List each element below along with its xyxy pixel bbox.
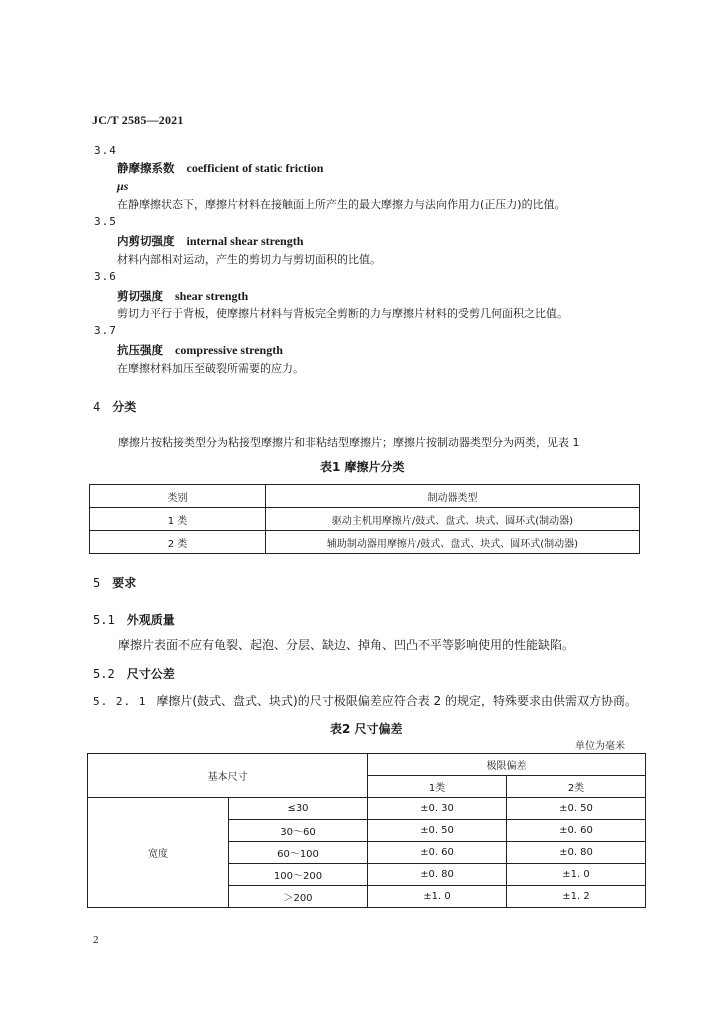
term-en: internal shear strength [186, 234, 304, 248]
section-title: 分类 [112, 400, 137, 414]
table-cell: ≤30 [229, 798, 368, 820]
section-title: 外观质量 [126, 613, 175, 627]
term-number: 3.4 [94, 144, 117, 157]
table-cell: ±1. 0 [507, 864, 646, 886]
table-cell: ±0. 60 [368, 842, 507, 864]
section-number: 5.1 [93, 613, 115, 627]
term-zh: 剪切强度 [117, 289, 163, 303]
table-row [88, 798, 646, 820]
section-number: 5.2 [93, 667, 115, 681]
section-title: 尺寸公差 [126, 667, 175, 681]
term-heading [117, 233, 303, 249]
table-unit-note: 单位为毫米 [575, 741, 625, 752]
section-paragraph: 摩擦片表面不应有龟裂、起泡、分层、缺边、掉角、凹凸不平等影响使用的性能缺陷。 [118, 638, 575, 652]
header-cell: 极限偏差 [368, 754, 646, 776]
table-cell: ±0. 80 [507, 842, 646, 864]
table-header-row [90, 485, 640, 508]
term-zh: 静摩擦系数 [117, 161, 175, 175]
page-number: 2 [93, 934, 99, 946]
section-number: 5 [93, 576, 101, 590]
table-header-row [88, 754, 646, 776]
term-number: 3.7 [94, 324, 117, 337]
header-cell: 基本尺寸 [88, 754, 368, 798]
table-cell: ±0. 60 [507, 820, 646, 842]
clause [93, 692, 637, 709]
section-heading [93, 574, 136, 591]
standard-code: JC/T 2585—2021 [92, 113, 184, 127]
term-en: coefficient of static friction [186, 161, 324, 175]
term-en: compressive strength [175, 343, 283, 357]
clause-number: 5. 2. 1 [93, 695, 147, 708]
dimension-tolerance-table [87, 753, 646, 908]
term-definition: 在摩擦材料加压至破裂所需要的应力。 [117, 362, 304, 375]
term-heading [117, 288, 248, 304]
term-symbol: μs [117, 179, 129, 193]
subsection-heading [93, 611, 175, 628]
header-cell: 2类 [507, 776, 646, 798]
table-cell: ±1. 0 [368, 886, 507, 908]
section-title: 要求 [112, 576, 137, 590]
table-cell: 1 类 [90, 508, 266, 531]
subsection-heading [93, 665, 175, 682]
term-heading [117, 342, 283, 358]
table-cell: ±0. 80 [368, 864, 507, 886]
table-caption: 表1 摩擦片分类 [320, 460, 405, 474]
table-cell: 60～100 [229, 842, 368, 864]
table-cell: ＞200 [229, 886, 368, 908]
term-heading [117, 160, 323, 176]
header-cell: 1类 [368, 776, 507, 798]
section-paragraph: 摩擦片按粘接类型分为粘接型摩擦片和非粘结型摩擦片；摩擦片按制动器类型分为两类，见表 1 [118, 436, 580, 449]
table-cell: 辅助制动器用摩擦片/鼓式、盘式、块式、圆环式(制动器) [266, 531, 640, 554]
term-zh: 抗压强度 [117, 343, 163, 357]
table-caption: 表2 尺寸偏差 [330, 722, 403, 736]
table-cell: 100～200 [229, 864, 368, 886]
table-cell: ±0. 50 [368, 820, 507, 842]
term-zh: 内剪切强度 [117, 234, 175, 248]
term-number: 3.6 [94, 270, 117, 283]
clause-text: 摩擦片(鼓式、盘式、块式)的尺寸极限偏差应符合表 2 的规定，特殊要求由供需双方协商。 [156, 694, 637, 708]
table-cell: 30～60 [229, 820, 368, 842]
term-number: 3.5 [94, 215, 117, 228]
header-cell: 类别 [90, 485, 266, 508]
table-row [90, 531, 640, 554]
term-definition: 剪切力平行于背板，使摩擦片材料与背板完全剪断的力与摩擦片材料的受剪几何面积之比值。 [117, 307, 568, 320]
term-definition: 材料内部相对运动，产生的剪切力与剪切面积的比值。 [117, 253, 381, 266]
header-cell: 制动器类型 [266, 485, 640, 508]
classification-table [89, 484, 640, 554]
table-cell: ±0. 50 [507, 798, 646, 820]
term-en: shear strength [175, 289, 249, 303]
section-heading [93, 398, 136, 415]
table-cell: ±1. 2 [507, 886, 646, 908]
term-definition: 在静摩擦状态下，摩擦片材料在接触面上所产生的最大摩擦力与法向作用力(正压力)的比值。 [117, 198, 566, 211]
table-cell: 驱动主机用摩擦片/鼓式、盘式、块式、圆环式(制动器) [266, 508, 640, 531]
table-row [90, 508, 640, 531]
group-label-cell: 宽度 [88, 798, 229, 908]
section-number: 4 [93, 400, 101, 414]
table-cell: 2 类 [90, 531, 266, 554]
table-cell: ±0. 30 [368, 798, 507, 820]
